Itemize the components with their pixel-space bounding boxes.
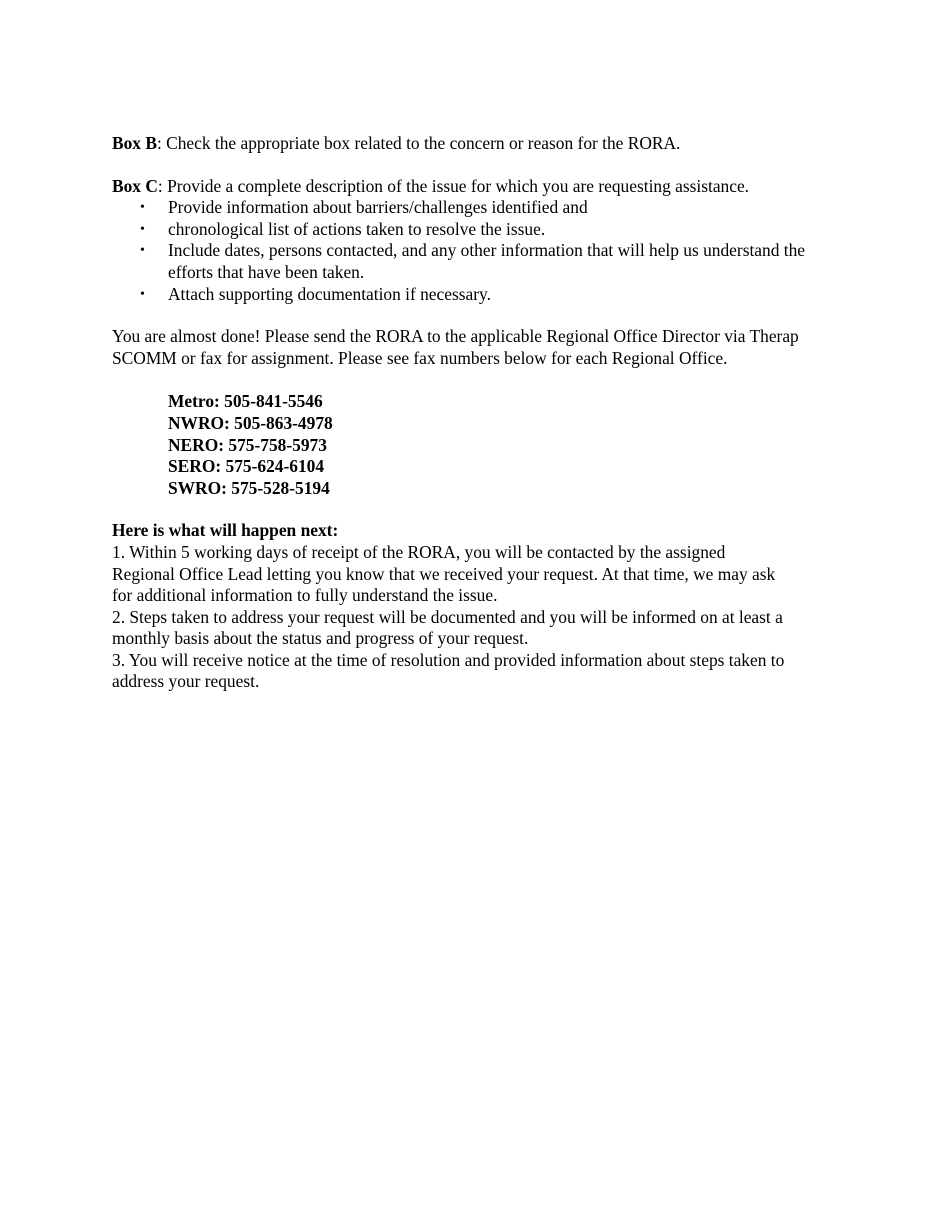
box-b-label: Box B xyxy=(112,133,157,153)
next-step-3: 3. You will receive notice at the time of resolution and provided information about steps taken to address your request. xyxy=(112,649,785,692)
almost-done-paragraph: You are almost done! Please send the RORA to the applicable Regional Office Director via Therap SCOMM or fax for assignment. Please see fax numbers below for each Regional Office. xyxy=(112,326,799,368)
next-steps-list xyxy=(112,542,872,693)
list-item-text: chronological list of actions taken to resolve the issue. xyxy=(168,218,546,239)
bullet-icon: • xyxy=(140,221,145,237)
bullet-icon: • xyxy=(140,286,145,302)
box-c-bullet-list xyxy=(112,197,872,305)
next-steps-heading: Here is what will happen next: xyxy=(112,520,339,541)
list-item xyxy=(112,219,848,241)
fax-sero: SERO: 575-624-6104 xyxy=(168,456,325,477)
next-step-2: 2. Steps taken to address your request will be documented and you will be informed on at least a monthly basis about the status and progress of your request. xyxy=(112,606,783,649)
bullet-icon: • xyxy=(140,243,145,259)
list-item-text: Include dates, persons contacted, and any other information that will help us understand the efforts that have been taken. xyxy=(168,240,805,282)
box-c-text: : Provide a complete description of the issue for which you are requesting assistance. xyxy=(157,175,750,196)
list-item-text: Attach supporting documentation if necessary. xyxy=(168,283,491,304)
fax-nero: NERO: 575-758-5973 xyxy=(168,434,327,455)
box-b-instruction xyxy=(112,133,872,155)
box-c-label: Box C xyxy=(112,175,158,196)
bullet-icon: • xyxy=(140,200,145,216)
list-item xyxy=(112,240,848,283)
box-b-text: : Check the appropriate box related to the concern or reason for the RORA. xyxy=(156,133,681,153)
next-step-1: 1. Within 5 working days of receipt of the RORA, you will be contacted by the assigned Regional Office Lead letting you know that we received your request. At that time, we may ask for additional information to fully understand the issue. xyxy=(112,541,776,606)
document-page xyxy=(112,133,872,693)
fax-number-list xyxy=(112,391,872,499)
fax-swro: SWRO: 575-528-5194 xyxy=(168,477,330,498)
box-c-instruction xyxy=(112,176,872,198)
fax-metro: Metro: 505-841-5546 xyxy=(168,391,323,412)
list-item-text: Provide information about barriers/challenges identified and xyxy=(168,197,588,218)
list-item xyxy=(112,197,848,219)
fax-nwro: NWRO: 505-863-4978 xyxy=(168,412,333,433)
list-item xyxy=(112,284,848,306)
